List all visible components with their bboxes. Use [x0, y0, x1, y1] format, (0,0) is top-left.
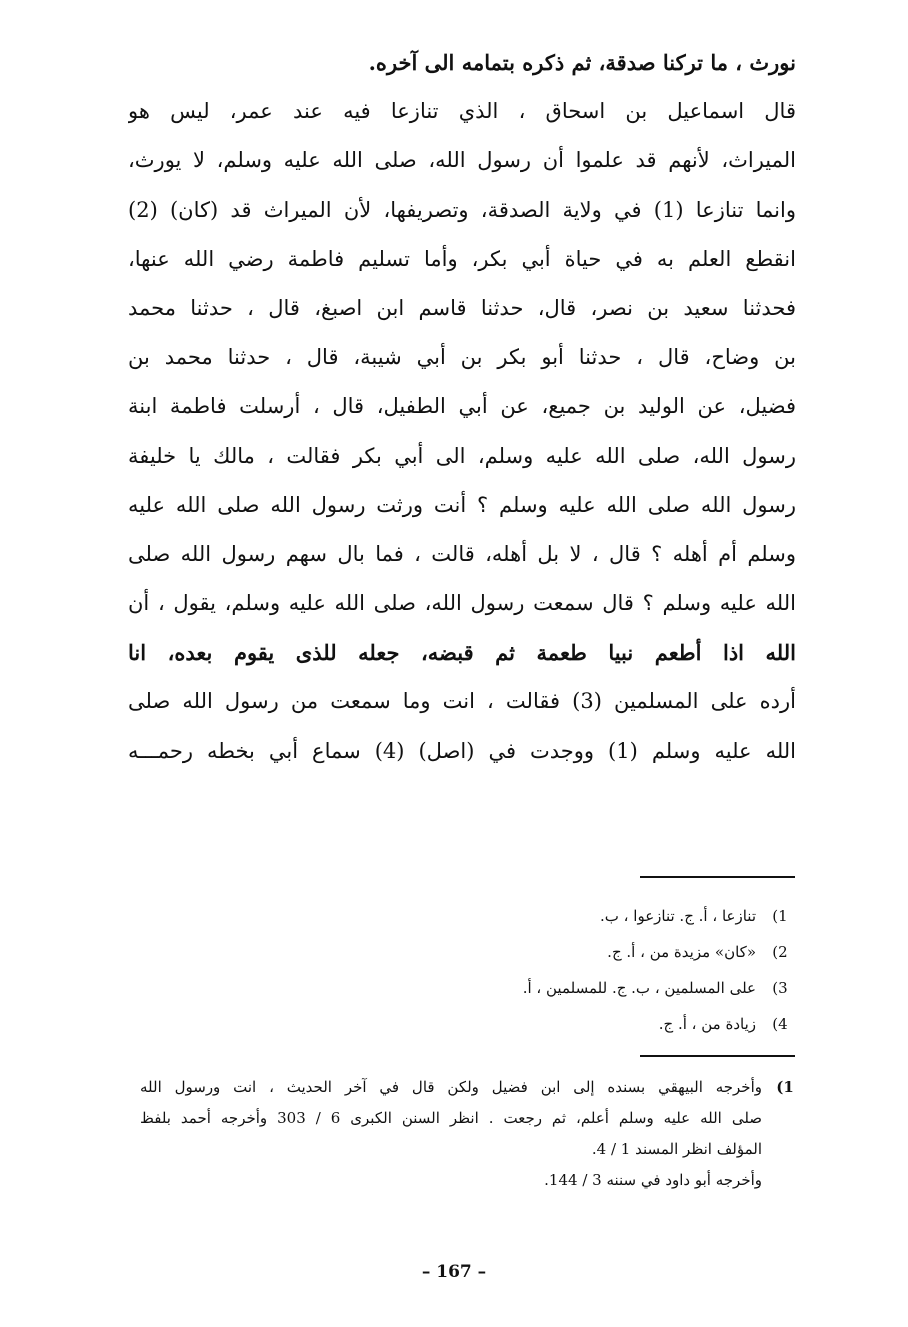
- variant-note: [420, 898, 792, 934]
- text-line: انقطع العلم به في حياة أبي بكر، وأما تسليم فاطمة رضي الله عنها،: [128, 246, 796, 271]
- footnote-line: المؤلف انظر المسند 1 / 4.: [591, 1140, 762, 1158]
- text-line: بن وضاح، قال ، حدثنا أبو بكر بن أبي شيبة، قال ، حدثنا محمد بن: [128, 345, 796, 370]
- footnote-number: (1: [776, 1078, 794, 1096]
- note-number: (1: [772, 907, 788, 925]
- footnote-text: [140, 1072, 762, 1196]
- note-number: (4: [772, 1015, 788, 1033]
- text-line: رسول الله صلى الله عليه وسلم ؟ أنت ورثت رسول الله صلى الله عليه: [128, 492, 796, 517]
- variant-note: [420, 1006, 792, 1042]
- text-line: أرده على المسلمين (3) فقالت ، انت وما سمعت من رسول الله صلى: [128, 689, 796, 714]
- variant-notes: [420, 898, 792, 1042]
- text-line: قال اسماعيل بن اسحاق ، الذي تنازعا فيه عند عمر، ليس هو: [128, 99, 796, 124]
- text-line: فحدثنا سعيد بن نصر، قال، حدثنا قاسم ابن اصبغ، قال ، حدثنا محمد: [128, 295, 796, 320]
- text-line: رسول الله، صلى الله عليه وسلم، الى أبي بكر فقالت ، مالك يا خليفة: [128, 443, 796, 468]
- main-text-block: [128, 38, 796, 776]
- text-line: الله اذا أطعم نبيا طعمة ثم قبضه، جعله للذى يقوم بعده، انا: [128, 640, 796, 666]
- text-line: فضيل، عن الوليد بن جميع، عن أبي الطفيل، قال ، أرسلت فاطمة ابنة: [128, 394, 796, 419]
- footnote-line: وأخرجه البيهقي بسنده إلى ابن فضيل ولكن قال في آخر الحديث ، انت ورسول الله: [140, 1078, 762, 1096]
- note-text: زيادة من ، أ. ج.: [658, 1015, 756, 1033]
- variant-note: [420, 934, 792, 970]
- text-line: وانما تنازعا (1) في ولاية الصدقة، وتصريفها، لأن الميراث قد (كان) (2): [128, 197, 796, 222]
- variant-note: [420, 970, 792, 1006]
- footnote-line: وأخرجه أبو داود في سننه 3 / 144.: [544, 1171, 762, 1189]
- text-line: الله عليه وسلم (1) ووجدت في (اصل) (4) سماع أبي بخطه رحمـــه: [128, 738, 796, 763]
- text-line: الميراث، لأنهم قد علموا أن رسول الله، صلى الله عليه وسلم، لا يورث،: [128, 148, 796, 173]
- text-line: وسلم أم أهله ؟ قال ، لا بل أهله، قالت ، فما بال سهم رسول الله صلى: [128, 541, 796, 566]
- text-line: نورث ، ما تركنا صدقة، ثم ذكره بتمامه الى آخره.: [368, 50, 796, 75]
- note-number: (3: [772, 979, 788, 997]
- note-text: تنازعا ، أ. ج. تنازعوا ، ب.: [600, 907, 756, 925]
- text-line: الله عليه وسلم ؟ قال سمعت رسول الله، صلى الله عليه وسلم، يقول ، أن: [128, 591, 796, 616]
- page-number: – 167 –: [421, 1262, 487, 1282]
- notes-divider: [640, 876, 795, 878]
- note-text: على المسلمين ، ب. ج. للمسلمين ، أ.: [522, 979, 756, 997]
- footnote-line: صلى الله عليه وسلم أعلم، ثم رجعت . انظر السنن الكبرى 6 / 303 وأخرجه أحمد بلفظ: [140, 1109, 762, 1127]
- footnote-divider: [640, 1055, 795, 1057]
- note-text: «كان» مزيدة من ، أ. ج.: [607, 943, 756, 961]
- note-number: (2: [772, 943, 788, 961]
